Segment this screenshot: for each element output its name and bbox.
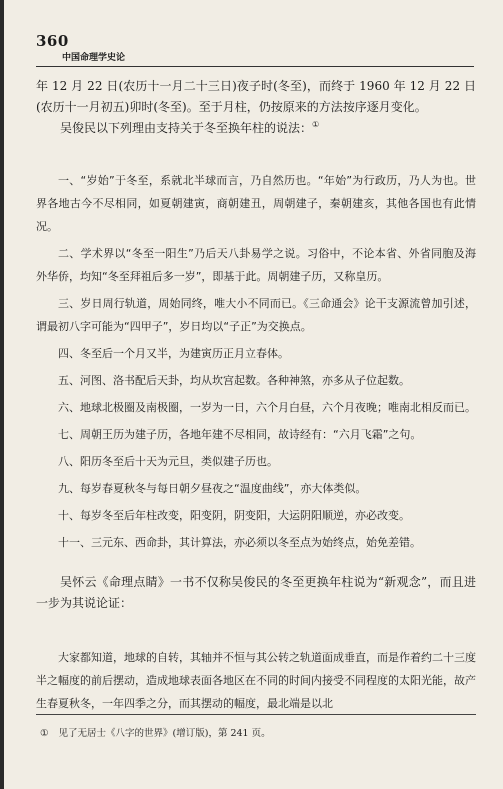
- reason-item-4: 四、冬至后一个月又半，为建寅历正月立春体。: [58, 347, 289, 360]
- running-title: 中国命理学史论: [62, 53, 126, 63]
- footnote-rule: [36, 714, 476, 715]
- page-number: 360: [36, 32, 69, 50]
- reason-item-9: 九、每岁春夏秋冬与每日朝夕昼夜之“温度曲线”，亦大体类似。: [58, 482, 367, 495]
- reason-item-5: 五、河图、洛书配后天卦，均从坎宫起数。各种神煞，亦多从子位起数。: [58, 374, 410, 387]
- reason-item-8: 八、阳历冬至后十天为元旦，类似建子历也。: [58, 455, 278, 468]
- book-page: [4, 0, 503, 789]
- footnote-text: 见了无居士《八字的世界》(增订版)，第 241 页。: [58, 728, 271, 739]
- paragraph-intro-text: 吴俊民以下列理由支持关于冬至换年柱的说法：: [60, 121, 313, 135]
- paragraph-intro-reasons: [36, 118, 476, 139]
- paragraph-continuation: 年 12 月 22 日(农历十一月二十三日)夜子时(冬至)，而终于 1960 年 12 月 22 日(农历十一月初五)卯时(冬至)。至于月柱，仍按原来的方法按序逐月变化。: [36, 79, 476, 114]
- body-text: [36, 76, 476, 715]
- paragraph-wu-huaiyun: 吴怀云《命理点睛》一书不仅称吴俊民的冬至更换年柱说为“新观念”，而且进一步为其说论证：: [36, 575, 476, 610]
- reason-item-7: 七、周朝王历为建子历，各地年建不尽相同，故诗经有：“六月飞霜”之句。: [58, 428, 422, 441]
- quoted-passage-text: 大家都知道，地球的自转，其轴并不恒与其公转之轨道面成垂直，而是作着约二十三度半之幅度的前后摆动，造成地球表面各地区在不同的时间内接受不同程度的太阳光能，故产生春夏秋冬，一年四季之分，而其摆动的幅度，最北端是以北: [36, 651, 476, 710]
- footnote: [40, 727, 271, 741]
- reason-item-10: 十、每岁冬至后年柱改变，阳变阴，阴变阳，大运阴阳顺逆，亦必改变。: [58, 509, 410, 522]
- reason-item-2: 二、学术界以“冬至一阳生”乃后天八卦易学之说。习俗中，不论本省、外省同胞及海外华侨，均知“冬至拜祖后多一岁”，即基于此。周朝建子历，又称皇历。: [36, 247, 476, 283]
- quoted-passage: [36, 646, 476, 715]
- header-rule: [36, 66, 474, 67]
- reason-item-1: 一、“岁始”于冬至，系就北半球而言，乃自然历也。“年始”为行政历，乃人为也。世界各地古今不尽相同，如夏朝建寅，商朝建丑，周朝建子，秦朝建亥，其他各国也有此情况。: [36, 174, 476, 233]
- quoted-reasons-list: [36, 169, 476, 554]
- reason-item-6: 六、地球北极圈及南极圈，一岁为一日，六个月白昼，六个月夜晚；唯南北相反而已。: [58, 401, 476, 414]
- footnote-reference[interactable]: ①: [312, 120, 320, 129]
- reason-item-3: 三、岁日周行轨道，周始同终，唯大小不同而已。《三命通会》论干支源流曾加引述，谓最初八字可能为“四甲子”，岁日均以“子正”为交换点。: [36, 297, 476, 333]
- footnote-mark: ①: [40, 728, 49, 739]
- reason-item-11: 十一、三元东、西命卦，其计算法，亦必须以冬至点为始终点，始免差错。: [58, 536, 421, 549]
